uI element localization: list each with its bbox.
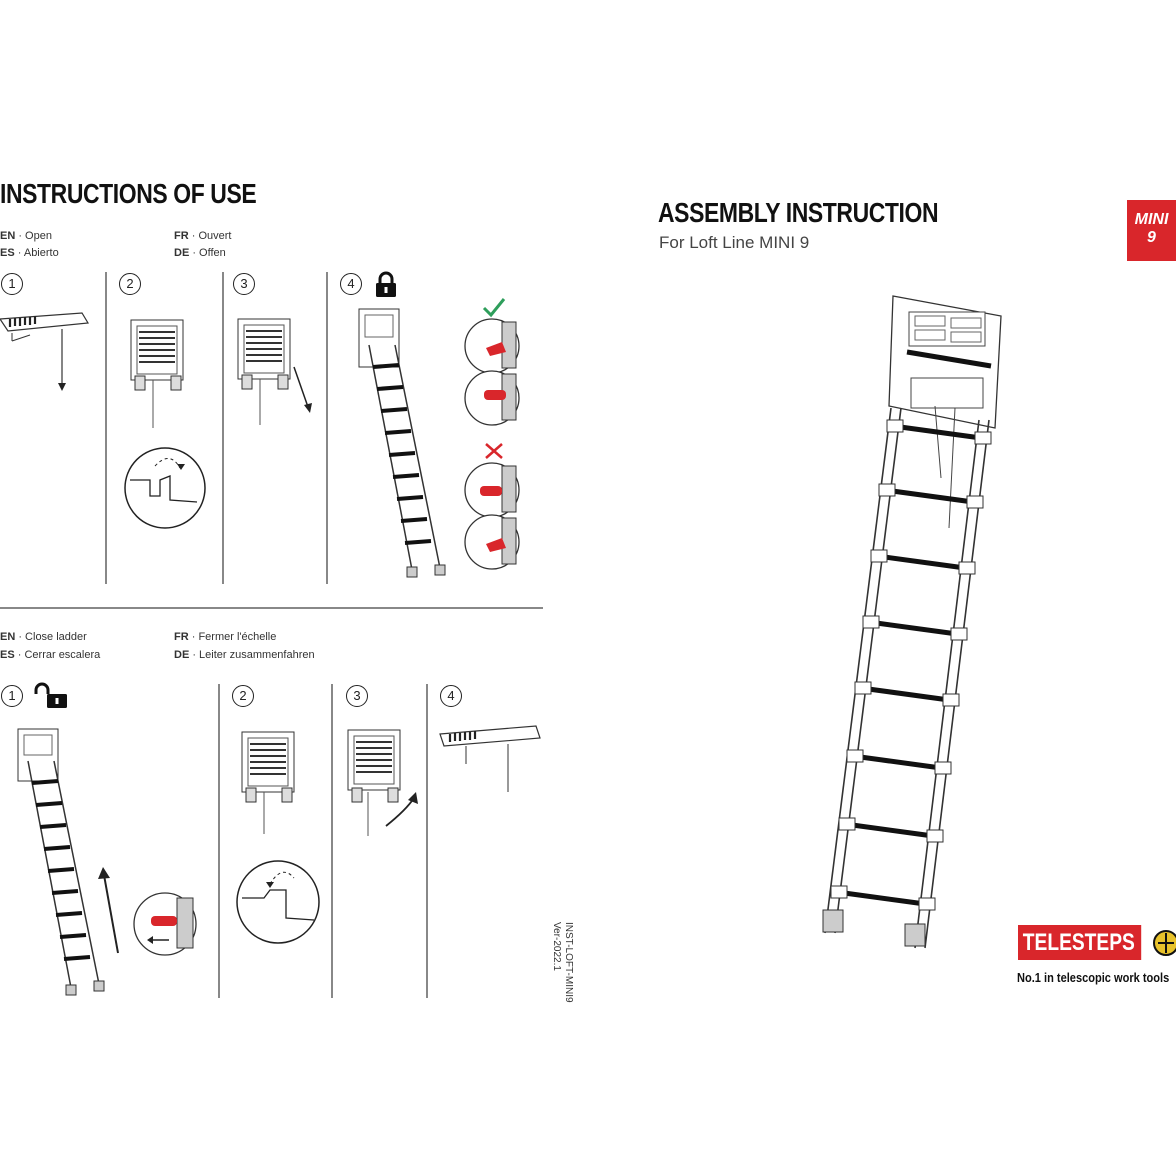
lang-fr-close: FR · Fermer l'échelle bbox=[174, 631, 277, 643]
telesteps-logo bbox=[1018, 925, 1176, 963]
lang-en-open: EN · Open bbox=[0, 230, 52, 242]
version-code: INST-LOFT-MINI9 bbox=[563, 922, 574, 1003]
model-badge-line1: MINI bbox=[1134, 211, 1169, 228]
lang-en-close: EN · Close ladder bbox=[0, 631, 87, 643]
open-step-4-number: 4 bbox=[340, 273, 362, 295]
padlock-locked-icon bbox=[375, 272, 397, 298]
lang-fr-open: FR · Ouvert bbox=[174, 230, 232, 242]
checkmark-icon bbox=[482, 296, 506, 318]
version-number: Ver-2022.1 bbox=[551, 922, 562, 971]
brand-name: TELESTEPS bbox=[1018, 925, 1141, 960]
open-step-3-number: 3 bbox=[233, 273, 255, 295]
assembly-title: ASSEMBLY INSTRUCTION bbox=[658, 197, 939, 228]
open-step-2-illustration bbox=[125, 310, 205, 530]
lang-es-open: ES · Abierto bbox=[0, 247, 59, 259]
close-step-1-ladder-illustration bbox=[14, 725, 124, 1000]
open-step-2-number: 2 bbox=[119, 273, 141, 295]
close-step-3-number: 3 bbox=[346, 685, 368, 707]
cross-icon bbox=[484, 442, 504, 460]
open-step-1-number: 1 bbox=[1, 273, 23, 295]
divider bbox=[331, 684, 333, 998]
divider bbox=[218, 684, 220, 998]
loft-ladder-illustration bbox=[815, 288, 1015, 958]
close-step-2-illustration bbox=[236, 722, 326, 952]
correct-lock-detail bbox=[462, 318, 526, 428]
brand-tagline: No.1 in telescopic work tools bbox=[1017, 970, 1170, 985]
close-step-4-number: 4 bbox=[440, 685, 462, 707]
assembly-subtitle: For Loft Line MINI 9 bbox=[659, 233, 810, 252]
instructions-title: INSTRUCTIONS OF USE bbox=[0, 178, 257, 209]
brand-emblem-icon bbox=[1152, 927, 1176, 959]
lang-de-open: DE · Offen bbox=[174, 247, 226, 259]
divider bbox=[105, 272, 107, 584]
incorrect-lock-detail bbox=[462, 462, 526, 572]
divider bbox=[326, 272, 328, 584]
lang-es-close: ES · Cerrar escalera bbox=[0, 649, 101, 661]
close-step-1-number: 1 bbox=[1, 685, 23, 707]
open-step-3-illustration bbox=[232, 305, 322, 435]
divider bbox=[222, 272, 224, 584]
version-label bbox=[550, 922, 574, 1003]
open-step-4-ladder-illustration bbox=[355, 305, 455, 585]
padlock-unlocked-icon bbox=[33, 682, 69, 710]
close-step-2-number: 2 bbox=[232, 685, 254, 707]
model-badge bbox=[1127, 200, 1176, 261]
unlock-detail bbox=[131, 890, 201, 960]
close-step-4-illustration bbox=[440, 722, 544, 802]
lang-de-close: DE · Leiter zusammenfahren bbox=[174, 649, 315, 661]
open-step-1-illustration bbox=[0, 305, 100, 400]
close-step-3-illustration bbox=[342, 718, 428, 848]
section-divider bbox=[0, 607, 543, 609]
model-badge-line2: 9 bbox=[1147, 229, 1156, 246]
